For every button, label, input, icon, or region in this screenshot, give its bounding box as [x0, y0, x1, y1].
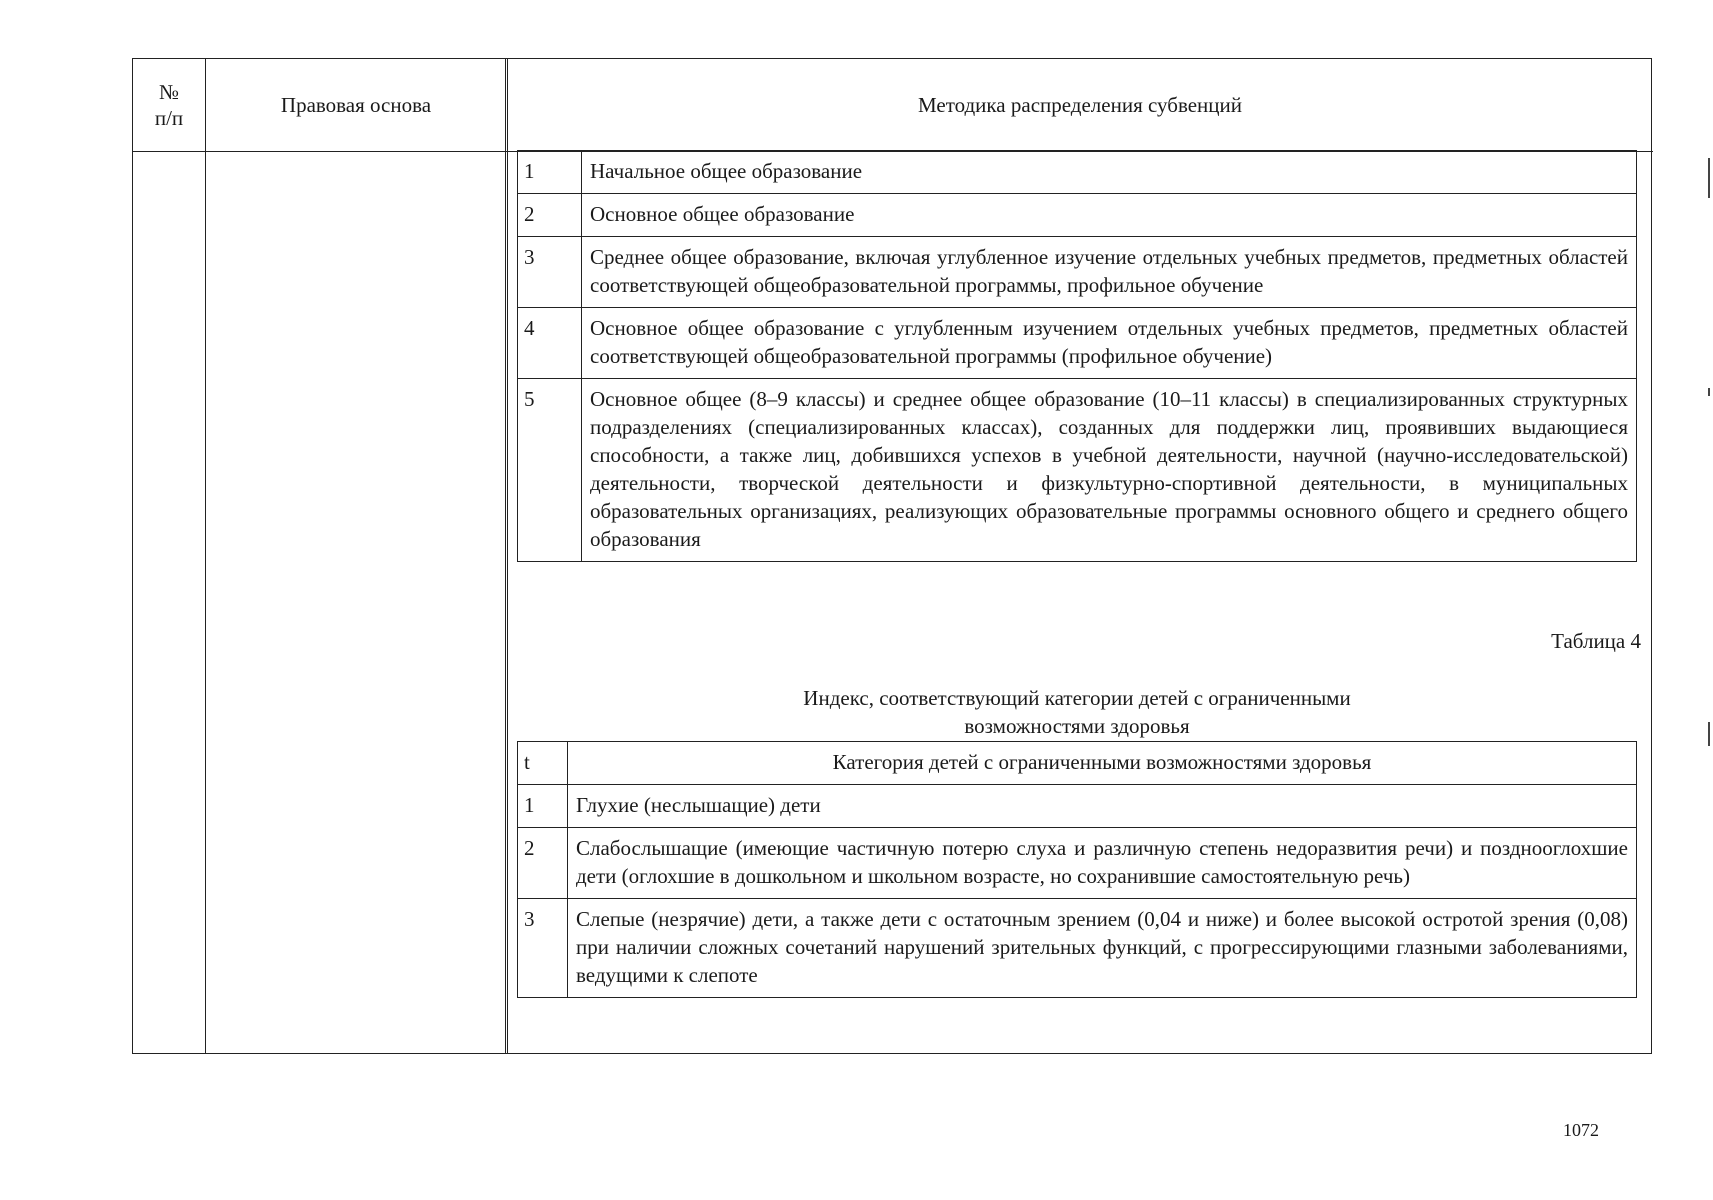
table-row [518, 194, 1637, 237]
row-number: 5 [518, 379, 582, 562]
header-num-label: № п/п [154, 80, 184, 130]
header-num [133, 59, 205, 151]
table-row [518, 308, 1637, 379]
row-text: Слепые (незрячие) дети, а также дети с остаточным зрением (0,04 и ниже) и более высокой остротой зрения (0,08) при наличии сложных сочетаний нарушений зрительных функций, с прогрессирующими глазными заболеваниями, ведущими к слепоте [568, 899, 1637, 998]
table-title-line: возможностями здоровья [964, 714, 1190, 738]
column-divider [205, 59, 206, 1053]
header-legal [205, 59, 507, 151]
header-method-label: Методика распределения субвенций [917, 93, 1243, 117]
table-row [518, 237, 1637, 308]
scan-artifact [1708, 388, 1710, 396]
scan-artifact [1708, 722, 1710, 746]
row-number: 3 [518, 899, 568, 998]
page-number: 1072 [1563, 1120, 1599, 1140]
row-number: 3 [518, 237, 582, 308]
row-number: 2 [518, 194, 582, 237]
header-legal-label: Правовая основа [280, 93, 432, 117]
table-header-row [518, 742, 1637, 785]
row-text: Среднее общее образование, включая углубленное изучение отдельных учебных предметов, предметных областей соответствующей общеобразовательной программы, профильное обучение [582, 237, 1637, 308]
header-category: Категория детей с ограниченными возможностями здоровья [568, 742, 1637, 785]
scan-artifact [1708, 158, 1710, 198]
row-text: Глухие (неслышащие) дети [568, 785, 1637, 828]
row-text: Основное общее образование с углубленным изучением отдельных учебных предметов, предметных областей соответствующей общеобразовательной программы (профильное обучение) [582, 308, 1637, 379]
table-row [518, 828, 1637, 899]
column-divider [505, 59, 508, 1053]
table-title-line: Индекс, соответствующий категории детей с ограниченными [803, 686, 1351, 710]
table-row [518, 785, 1637, 828]
table-row [518, 899, 1637, 998]
table-row [518, 151, 1637, 194]
table-label: Таблица 4 [1551, 629, 1641, 653]
row-text: Слабослышащие (имеющие частичную потерю слуха и различную степень недоразвития речи) и позднооглохшие дети (оглохшие в дошкольном и школьном возрасте, но сохранившие самостоятельную речь) [568, 828, 1637, 899]
row-text: Основное общее (8–9 классы) и среднее общее образование (10–11 классы) в специализированных структурных подразделениях (специализированных классах), созданных для поддержки лиц, проявивших выдающиеся способности, а также лиц, добившихся успехов в учебной деятельности, научной (научно-исследовательской) деятельности, творческой деятельности и физкультурно-спортивной деятельности, в муниципальных образовательных организациях, реализующих образовательные программы основного общего и среднего общего образования [582, 379, 1637, 562]
row-number: 1 [518, 785, 568, 828]
education-levels-table [517, 150, 1637, 562]
row-text: Начальное общее образование [582, 151, 1637, 194]
header-method [507, 59, 1653, 151]
table-row [518, 379, 1637, 562]
disability-categories-table [517, 741, 1637, 998]
header-index: t [518, 742, 568, 785]
row-number: 4 [518, 308, 582, 379]
row-text: Основное общее образование [582, 194, 1637, 237]
row-number: 2 [518, 828, 568, 899]
table-title [517, 684, 1637, 740]
row-number: 1 [518, 151, 582, 194]
